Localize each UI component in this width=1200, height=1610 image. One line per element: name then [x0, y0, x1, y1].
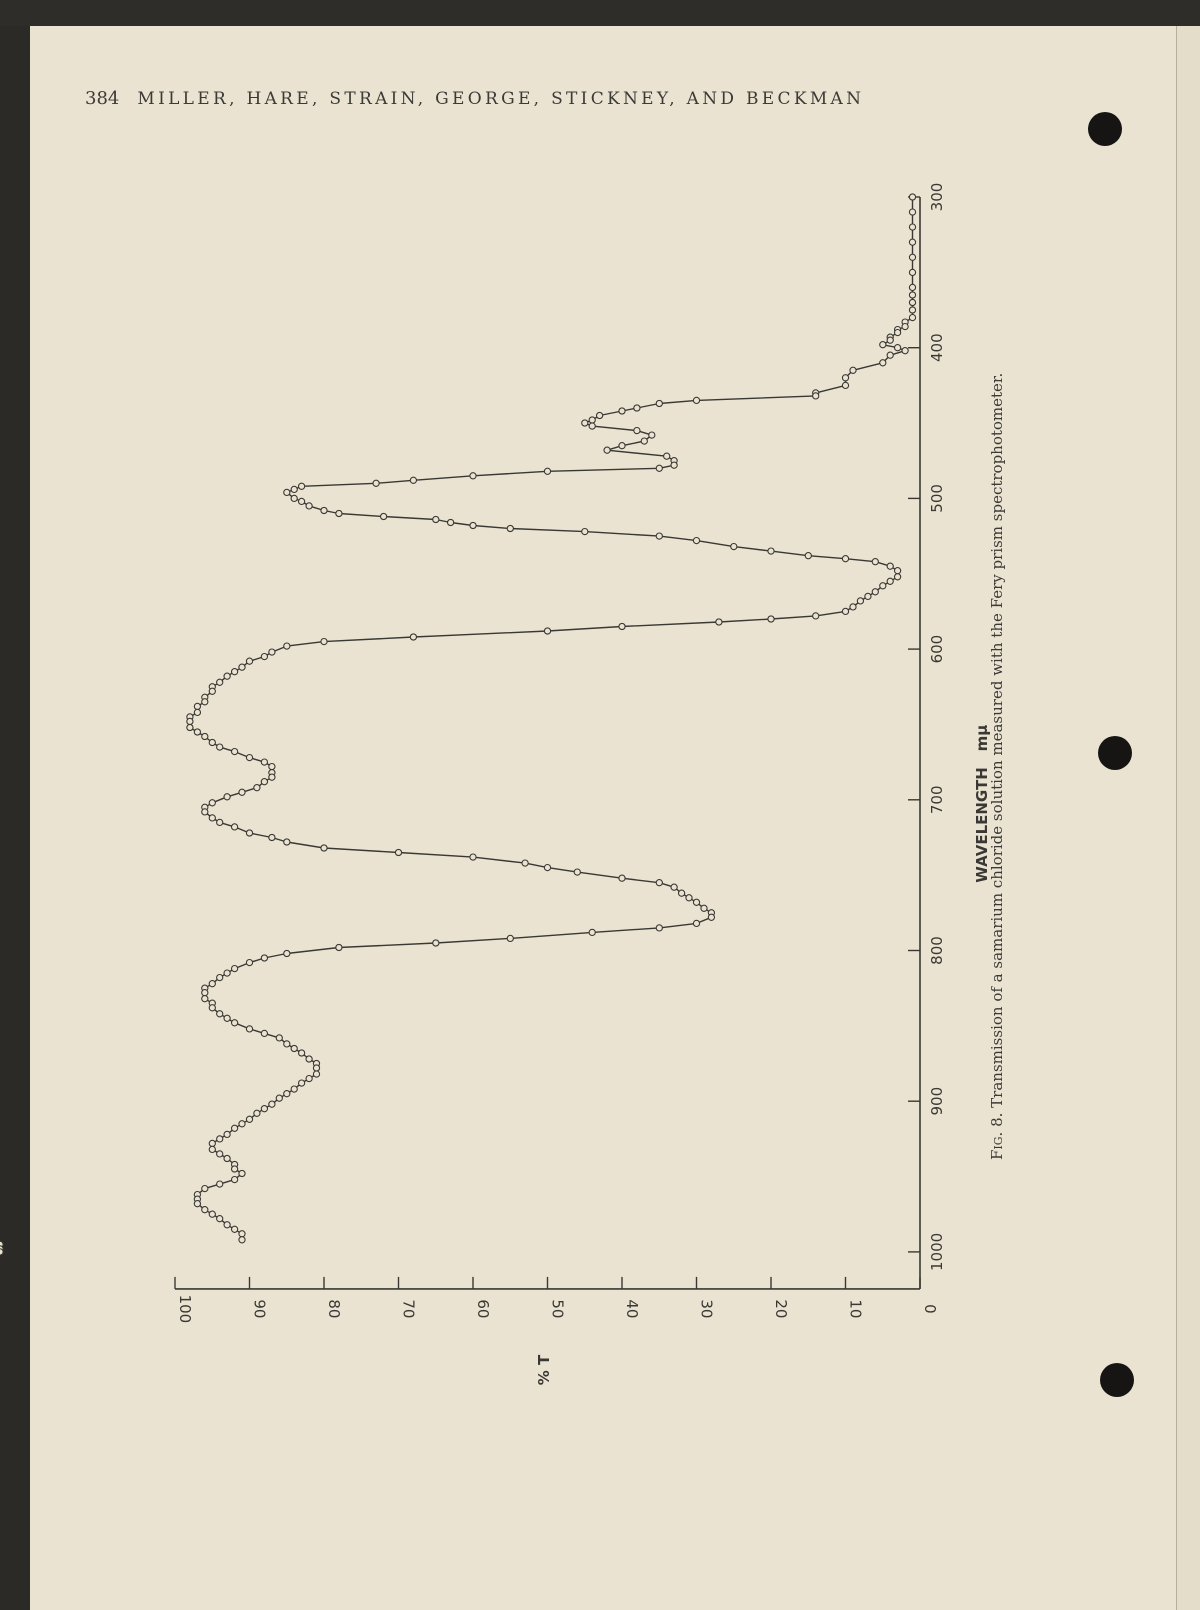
data-point — [507, 525, 513, 531]
data-point — [254, 785, 260, 791]
data-point — [842, 375, 848, 381]
data-point — [187, 724, 193, 730]
data-point — [470, 473, 476, 479]
data-point — [880, 583, 886, 589]
data-point — [232, 1020, 238, 1026]
transmission-axis-label: % T — [535, 1354, 553, 1386]
data-point — [209, 1140, 215, 1146]
data-point — [909, 307, 915, 313]
data-point — [507, 935, 513, 941]
data-point — [269, 649, 275, 655]
data-point — [239, 1231, 245, 1237]
data-point — [261, 759, 267, 765]
data-point — [232, 749, 238, 755]
transmission-tick-label: 70 — [399, 1299, 418, 1319]
data-point — [634, 428, 640, 434]
data-point — [194, 729, 200, 735]
chart-axes — [175, 183, 991, 1386]
data-point — [693, 920, 699, 926]
data-point — [276, 1095, 282, 1101]
data-point — [708, 914, 714, 920]
data-point — [589, 417, 595, 423]
transmission-tick-label: 80 — [325, 1299, 343, 1319]
data-point — [291, 486, 297, 492]
data-point — [604, 447, 610, 453]
data-point — [433, 940, 439, 946]
data-point — [842, 382, 848, 388]
data-point — [261, 955, 267, 961]
data-point — [336, 944, 342, 950]
data-point — [880, 360, 886, 366]
transmission-tick-label: 90 — [250, 1299, 269, 1319]
data-point — [232, 669, 238, 675]
data-point — [671, 884, 677, 890]
wavelength-tick-label: 300 — [928, 182, 946, 212]
data-point — [202, 996, 208, 1002]
data-point — [716, 619, 722, 625]
data-point — [701, 905, 707, 911]
data-point — [299, 1050, 305, 1056]
data-point — [895, 568, 901, 574]
data-point — [232, 1226, 238, 1232]
data-point — [246, 658, 252, 664]
page-number: 384 — [85, 88, 120, 109]
data-point — [850, 604, 856, 610]
data-point — [649, 432, 655, 438]
data-point — [589, 929, 595, 935]
data-point — [470, 522, 476, 528]
data-point — [284, 950, 290, 956]
data-point — [291, 1045, 297, 1051]
data-point — [239, 1121, 245, 1127]
transmission-tick-label: 40 — [623, 1299, 641, 1319]
data-point — [284, 489, 290, 495]
data-point — [895, 574, 901, 580]
data-point — [239, 664, 245, 670]
data-point — [470, 854, 476, 860]
data-point — [209, 981, 215, 987]
data-point — [313, 1071, 319, 1077]
data-point — [261, 654, 267, 660]
data-point — [768, 616, 774, 622]
wavelength-tick-label: 800 — [928, 936, 946, 965]
data-point — [842, 556, 848, 562]
data-point — [619, 443, 625, 449]
data-point — [321, 507, 327, 513]
data-point — [217, 744, 223, 750]
data-point — [336, 510, 342, 516]
data-point — [813, 613, 819, 619]
data-point — [909, 194, 915, 200]
data-point — [239, 1237, 245, 1243]
data-point — [381, 513, 387, 519]
data-point — [544, 628, 550, 634]
data-point — [619, 408, 625, 414]
data-point — [656, 533, 662, 539]
data-point — [395, 849, 401, 855]
wavelength-tick-label: 700 — [928, 785, 946, 815]
data-point — [209, 1146, 215, 1152]
data-point — [202, 809, 208, 815]
data-point — [857, 598, 863, 604]
data-point — [895, 330, 901, 336]
data-point — [693, 899, 699, 905]
data-point — [872, 559, 878, 565]
data-point — [909, 299, 915, 305]
data-point — [299, 498, 305, 504]
data-point — [291, 1086, 297, 1092]
data-point — [306, 1076, 312, 1082]
data-point — [656, 880, 662, 886]
wavelength-tick-label: 1000 — [928, 1232, 946, 1271]
data-point — [410, 634, 416, 640]
data-point — [909, 292, 915, 298]
data-point — [299, 1080, 305, 1086]
data-point — [232, 1177, 238, 1183]
data-point — [448, 519, 454, 525]
data-point — [582, 420, 588, 426]
data-point — [187, 718, 193, 724]
data-point — [656, 465, 662, 471]
data-point — [224, 1015, 230, 1021]
wavelength-axis-label: WAVELENGTH — [973, 767, 991, 883]
data-point — [209, 1005, 215, 1011]
data-point — [269, 1101, 275, 1107]
data-point — [209, 815, 215, 821]
wavelength-tick-label: 400 — [928, 333, 946, 363]
data-point — [239, 1170, 245, 1176]
data-point — [656, 400, 662, 406]
data-point — [224, 1155, 230, 1161]
data-point — [209, 1211, 215, 1217]
data-point — [902, 324, 908, 330]
data-point — [656, 925, 662, 931]
data-point — [805, 553, 811, 559]
data-point — [224, 970, 230, 976]
data-point — [246, 1026, 252, 1032]
data-point — [880, 342, 886, 348]
data-point — [813, 393, 819, 399]
data-point — [276, 1035, 282, 1041]
transmission-tick-label: 10 — [846, 1299, 865, 1319]
data-point — [321, 639, 327, 645]
data-point — [544, 865, 550, 871]
author-line: MILLER, HARE, STRAIN, GEORGE, STICKNEY, AND BECKMAN — [137, 89, 865, 109]
transmission-tick-label: 30 — [697, 1299, 716, 1319]
data-point — [679, 890, 685, 896]
data-point — [544, 468, 550, 474]
data-point — [224, 1131, 230, 1137]
data-point — [246, 960, 252, 966]
wavelength-tick-label: 500 — [928, 484, 946, 513]
data-point — [686, 895, 692, 901]
data-point — [261, 1030, 267, 1036]
transmission-tick-label: 50 — [548, 1299, 567, 1319]
data-point — [909, 284, 915, 290]
data-point — [224, 1222, 230, 1228]
data-point — [217, 1011, 223, 1017]
data-point — [194, 1201, 200, 1207]
data-point — [217, 1151, 223, 1157]
data-point — [433, 516, 439, 522]
data-point — [284, 1091, 290, 1097]
data-point — [872, 589, 878, 595]
data-point — [224, 794, 230, 800]
data-point — [909, 239, 915, 245]
transmission-tick-label: 0 — [921, 1304, 939, 1314]
data-point — [194, 703, 200, 709]
data-point — [217, 1216, 223, 1222]
data-point — [306, 1056, 312, 1062]
data-point — [887, 337, 893, 343]
data-point — [902, 348, 908, 354]
data-point — [284, 1041, 290, 1047]
data-point — [217, 1181, 223, 1187]
data-point — [254, 1110, 260, 1116]
data-point — [321, 845, 327, 851]
data-point — [865, 593, 871, 599]
data-point — [217, 1136, 223, 1142]
data-point — [194, 709, 200, 715]
data-point — [291, 495, 297, 501]
data-point — [209, 688, 215, 694]
data-point — [269, 764, 275, 770]
data-point — [850, 367, 856, 373]
data-point — [693, 538, 699, 544]
data-point — [619, 623, 625, 629]
data-point — [246, 830, 252, 836]
data-point — [731, 544, 737, 550]
data-point — [522, 860, 528, 866]
data-point — [246, 755, 252, 761]
data-point — [0, 1249, 3, 1255]
transmission-tick-label: 20 — [772, 1299, 790, 1319]
figure-caption — [988, 372, 1012, 1160]
data-point — [202, 1207, 208, 1213]
data-point — [887, 563, 893, 569]
data-point — [209, 739, 215, 745]
data-point — [269, 774, 275, 780]
data-point — [634, 405, 640, 411]
data-point — [619, 875, 625, 881]
data-point — [909, 224, 915, 230]
data-point — [887, 352, 893, 358]
data-point — [269, 834, 275, 840]
data-point — [909, 315, 915, 321]
data-point — [202, 1186, 208, 1192]
data-point — [202, 990, 208, 996]
transmission-tick-label: 60 — [474, 1299, 492, 1319]
series-markers — [0, 194, 916, 1255]
data-point — [641, 438, 647, 444]
data-point — [299, 483, 305, 489]
wavelength-tick-label: 900 — [928, 1086, 946, 1116]
data-point — [284, 839, 290, 845]
data-point — [895, 345, 901, 351]
data-point — [842, 608, 848, 614]
data-point — [664, 453, 670, 459]
transmission-tick-label: 100 — [176, 1294, 194, 1324]
data-point — [261, 1106, 267, 1112]
data-point — [909, 254, 915, 260]
data-point — [202, 733, 208, 739]
data-point — [239, 789, 245, 795]
data-point — [232, 824, 238, 830]
data-point — [909, 209, 915, 215]
data-point — [574, 869, 580, 875]
data-point — [887, 578, 893, 584]
data-point — [209, 800, 215, 806]
data-point — [373, 480, 379, 486]
data-point — [597, 412, 603, 418]
wavelength-unit-label: mμ — [973, 724, 991, 752]
data-point — [909, 269, 915, 275]
data-point — [589, 423, 595, 429]
data-point — [232, 1125, 238, 1131]
data-point — [217, 819, 223, 825]
data-point — [246, 1116, 252, 1122]
data-point — [671, 462, 677, 468]
data-point — [261, 779, 267, 785]
data-point — [202, 699, 208, 705]
caption-label: Fig. 8. — [988, 1112, 1006, 1160]
data-point — [217, 679, 223, 685]
data-point — [693, 397, 699, 403]
caption-text: Transmission of a samarium chloride solution measured with the Fery prism spectrophotometer. — [988, 372, 1006, 1108]
wavelength-tick-label: 600 — [928, 634, 946, 664]
data-point — [582, 529, 588, 535]
data-point — [284, 643, 290, 649]
data-point — [313, 1065, 319, 1071]
data-point — [306, 503, 312, 509]
data-point — [410, 477, 416, 483]
data-point — [768, 548, 774, 554]
data-point — [232, 1166, 238, 1172]
data-point — [217, 975, 223, 981]
data-point — [232, 966, 238, 972]
data-point — [224, 673, 230, 679]
